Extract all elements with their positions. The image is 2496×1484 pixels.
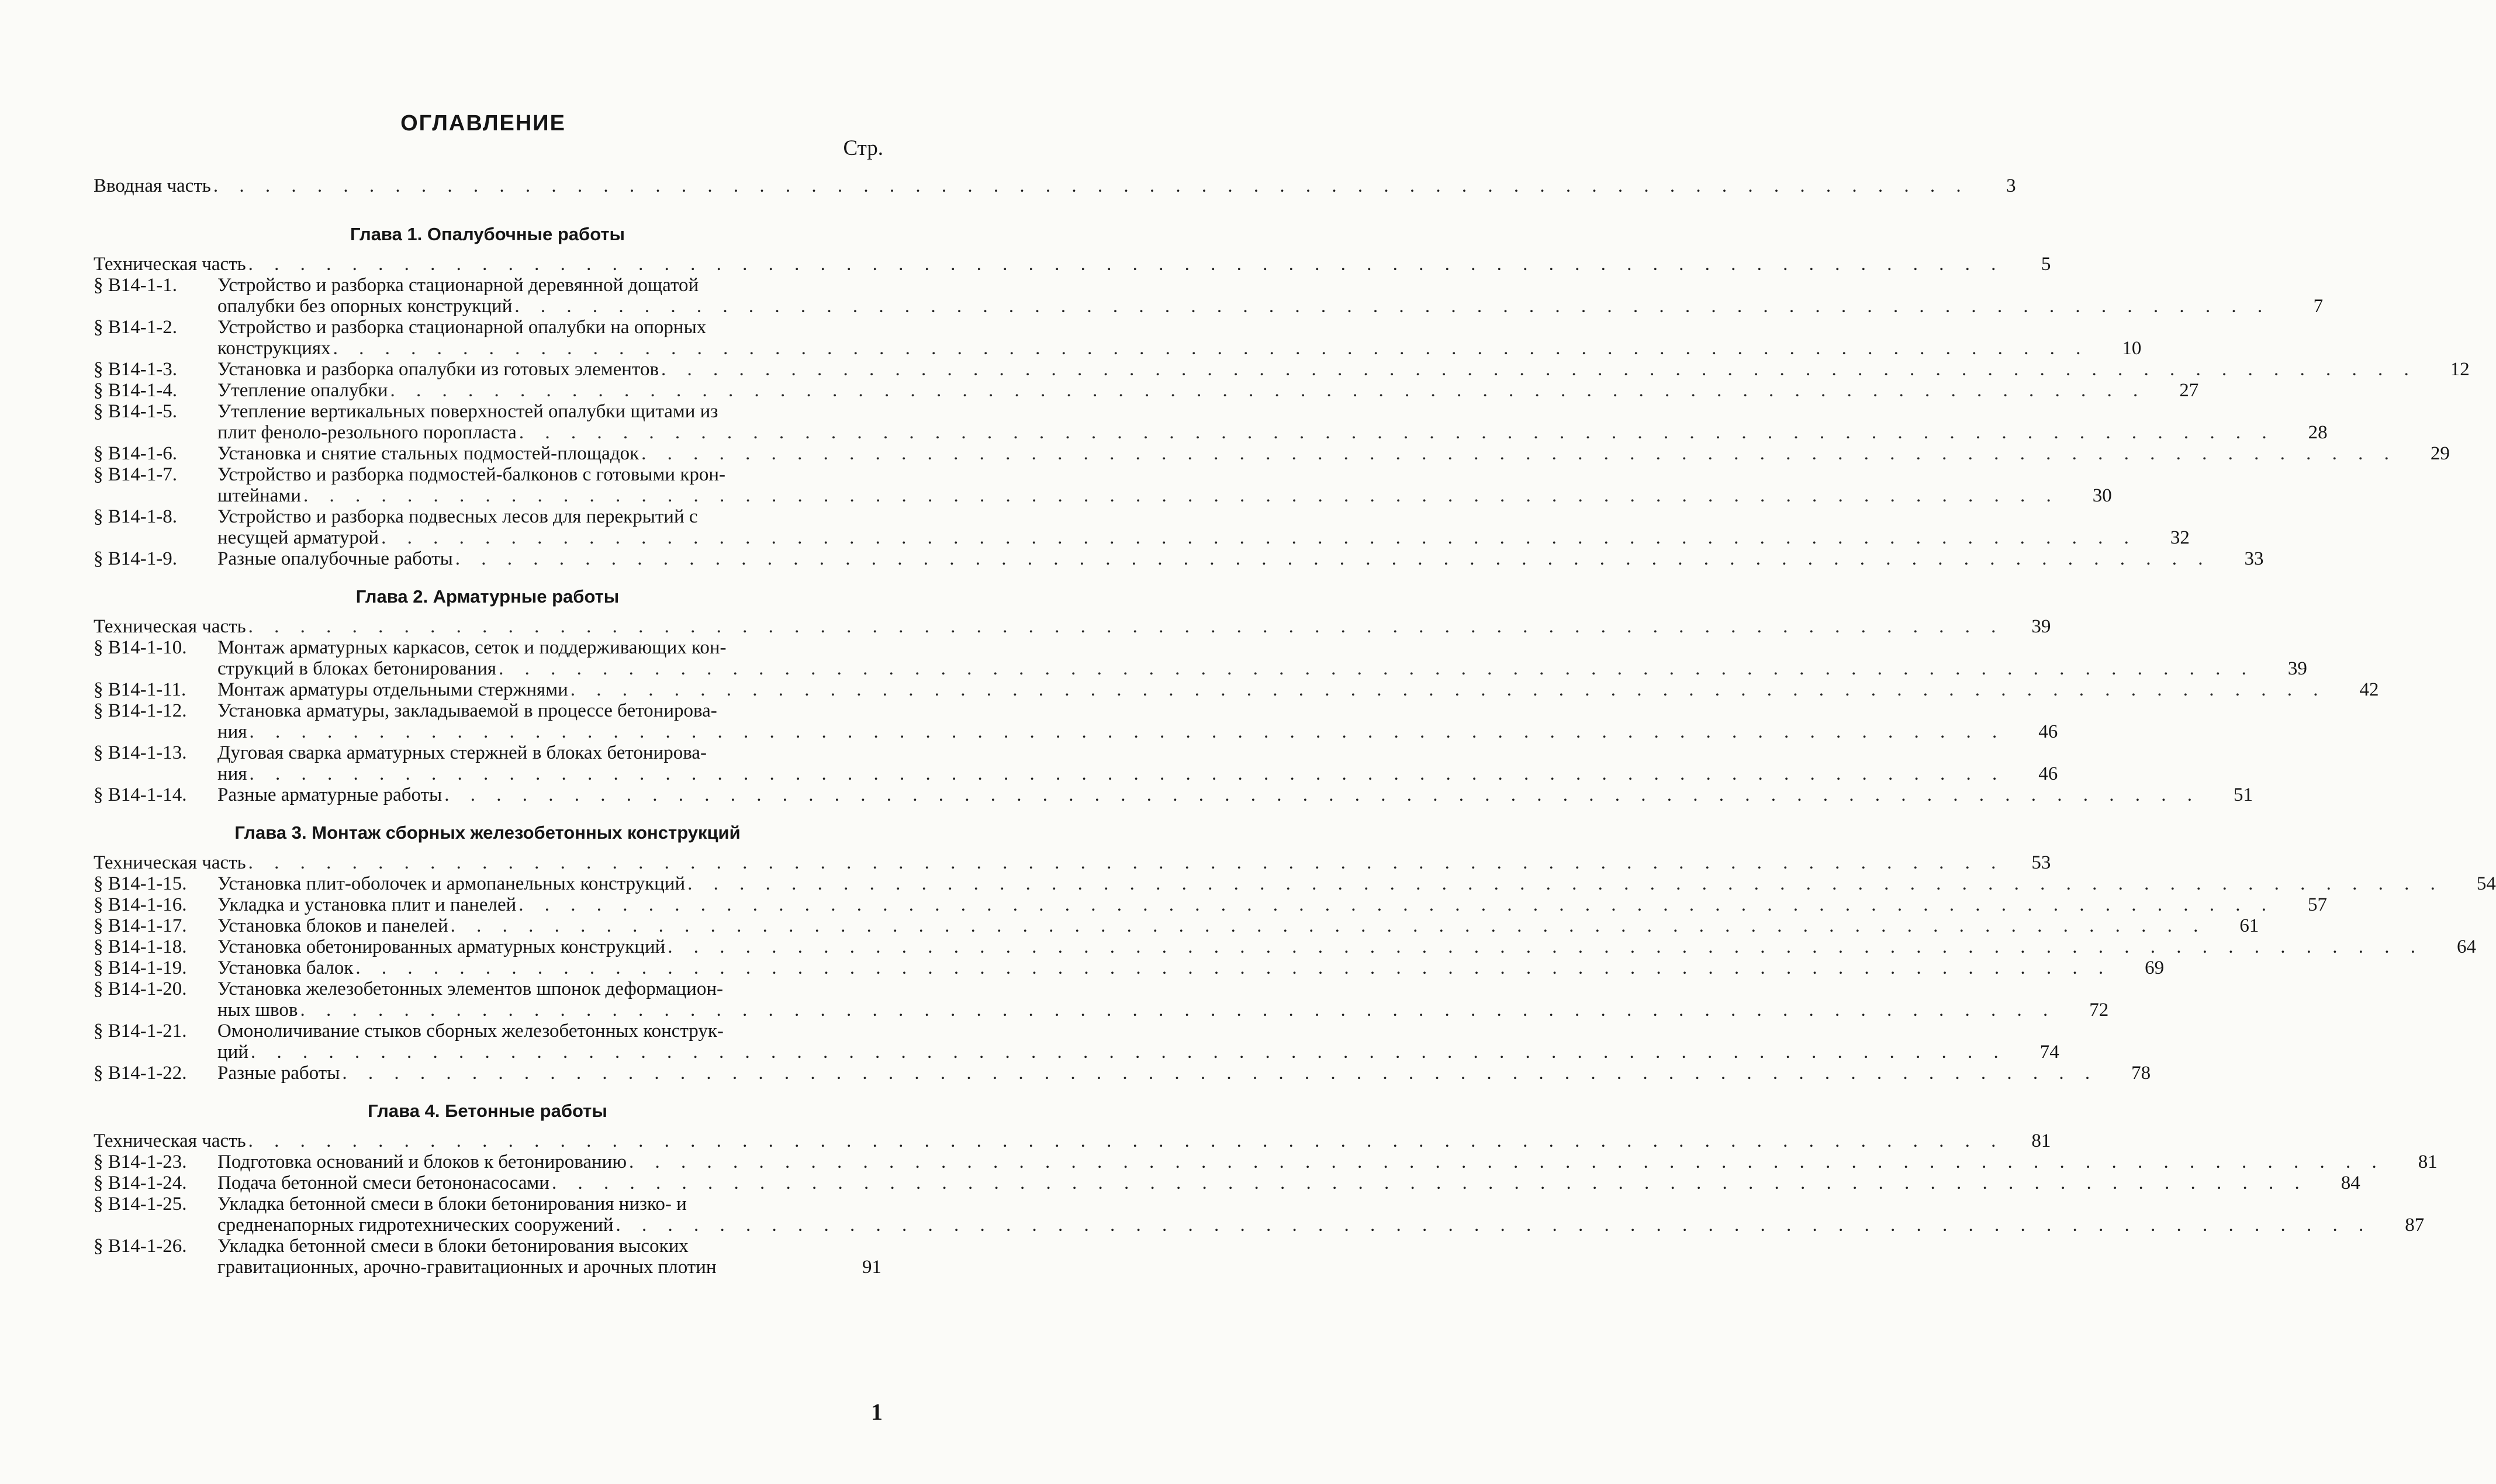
- toc-entry-body: [217, 915, 2212, 936]
- toc-tech-text: [94, 254, 2004, 275]
- toc-entry-body: [217, 380, 2152, 401]
- toc-intro-text: [94, 175, 1969, 196]
- toc-entry-title-line: Монтаж арматурных каркасов, сеток и поддерживающих кон-: [217, 637, 727, 658]
- toc-tech-row: [94, 1130, 2051, 1151]
- toc-entry-last-line: [217, 894, 2274, 915]
- toc-section-number: § В14-1-13.: [94, 742, 187, 763]
- toc-entry-last-line: [217, 443, 2397, 464]
- dot-leader: [381, 527, 2137, 548]
- toc-entry-body: [217, 873, 2449, 894]
- toc-entry-title-line: Утепление вертикальных поверхностей опалубки щитами из: [217, 401, 718, 422]
- toc-intro-label: Вводная часть: [94, 175, 211, 196]
- dot-leader: [661, 359, 2417, 380]
- toc-section-number: § В14-1-5.: [94, 401, 177, 422]
- toc-section-number: § В14-1-9.: [94, 548, 177, 569]
- toc-entry-body: [217, 637, 2260, 679]
- chapter-heading: Глава 3. Монтаж сборных железобетонных конструкций: [234, 822, 741, 843]
- toc-section-number: § В14-1-25.: [94, 1194, 187, 1215]
- folio-number: 1: [871, 1399, 883, 1425]
- chapters-container: [94, 223, 2496, 1278]
- toc-entry-page: 51: [2233, 784, 2253, 805]
- toc-entry-title-tail: опалубки без опорных конструкций: [217, 296, 513, 317]
- toc-section-number: § В14-1-15.: [94, 873, 187, 894]
- toc-entry-title-line: Устройство и разборка стационарной опалубки на опорных: [217, 317, 707, 338]
- toc-tech-label: Техническая часть: [94, 1130, 246, 1151]
- toc-entry-title-line: Установка железобетонных элементов шпонок деформацион-: [217, 978, 723, 999]
- toc-entry-title-tail: конструкциях: [217, 338, 331, 359]
- dot-leader: [390, 380, 2146, 401]
- toc-entry: [94, 637, 2307, 679]
- toc-entry: [94, 915, 2259, 936]
- toc-entry: [94, 1063, 2151, 1084]
- toc-entry: [94, 443, 2450, 464]
- toc-entry-page: 32: [2170, 527, 2190, 548]
- dot-leader: [333, 338, 2089, 359]
- toc-entry-last-line: [217, 359, 2417, 380]
- dot-leader: [251, 1042, 2007, 1063]
- toc-tech-page: 53: [2031, 852, 2051, 873]
- toc-entry-last-line: [217, 485, 2059, 506]
- toc-entry-last-line: [217, 296, 2270, 317]
- dot-leader: [303, 485, 2059, 506]
- toc-entry-body: [217, 1063, 2104, 1084]
- toc-tech-label: Техническая часть: [94, 852, 246, 873]
- toc-entry-title-tail: Установка балок: [217, 957, 354, 978]
- toc-entry: [94, 1172, 2360, 1194]
- chapter-block: [94, 822, 2496, 1084]
- toc-section-number: § В14-1-6.: [94, 443, 177, 464]
- toc-entry: [94, 784, 2253, 805]
- toc-entry-title-tail: несущей арматурой: [217, 527, 379, 548]
- table-of-contents: [94, 175, 2496, 1292]
- chapter-heading: Глава 2. Арматурные работы: [355, 586, 620, 607]
- toc-entry-last-line: [217, 1257, 829, 1278]
- toc-entry-page: 46: [2038, 763, 2058, 784]
- toc-entry-page: 54: [2476, 873, 2496, 894]
- toc-entry-page: 12: [2450, 359, 2470, 380]
- toc-section-number: § В14-1-24.: [94, 1172, 187, 1194]
- toc-entry-last-line: [217, 1042, 2007, 1063]
- toc-entry-page: 74: [2039, 1042, 2059, 1063]
- dot-leader: [668, 936, 2424, 957]
- toc-entry-page: 81: [2418, 1151, 2438, 1172]
- toc-tech-text: [94, 1130, 2004, 1151]
- toc-entry-page: 27: [2179, 380, 2199, 401]
- toc-tech-page: 39: [2031, 616, 2051, 637]
- toc-entry-title-tail: Установка обетонированных арматурных конструкций: [217, 936, 666, 957]
- toc-entry-body: [217, 275, 2276, 317]
- toc-entry-title-tail: Разные арматурные работы: [217, 784, 442, 805]
- toc-entry-body: [217, 317, 2094, 359]
- toc-entry: [94, 548, 2264, 569]
- toc-section-number: § В14-1-20.: [94, 978, 187, 999]
- toc-section-number: § В14-1-8.: [94, 506, 177, 527]
- toc-entry-title-tail: Утепление опалубки: [217, 380, 388, 401]
- toc-entry-page: 69: [2145, 957, 2165, 978]
- dot-leader: [213, 175, 1969, 196]
- toc-section-number: § В14-1-18.: [94, 936, 187, 957]
- toc-section-number: § В14-1-17.: [94, 915, 187, 936]
- dot-leader: [514, 296, 2270, 317]
- dot-leader: [641, 443, 2397, 464]
- toc-entry-title-tail: Подготовка оснований и блоков к бетонированию: [217, 1151, 627, 1172]
- dot-leader: [248, 1130, 2004, 1151]
- toc-section-number: § В14-1-2.: [94, 317, 177, 338]
- toc-entry-last-line: [217, 548, 2211, 569]
- chapter-block: [94, 1100, 2438, 1278]
- dot-leader: [250, 763, 2006, 784]
- toc-entry: [94, 506, 2190, 548]
- toc-entry-title-tail: Монтаж арматуры отдельными стержнями: [217, 679, 568, 700]
- dot-leader: [552, 1172, 2308, 1194]
- toc-entry-body: [217, 936, 2429, 957]
- toc-entry-page: 61: [2239, 915, 2259, 936]
- toc-entry: [94, 1194, 2425, 1236]
- toc-entry-title-line: Дуговая сварка арматурных стержней в блоках бетонирова-: [217, 742, 707, 763]
- toc-tech-text: [94, 616, 2004, 637]
- toc-entry-title-tail: ций: [217, 1042, 248, 1063]
- dot-leader: [444, 784, 2200, 805]
- toc-entry-title-tail: Разные опалубочные работы: [217, 548, 453, 569]
- toc-entry: [94, 1151, 2438, 1172]
- toc-tech-page: 5: [2041, 254, 2051, 275]
- toc-entry: [94, 275, 2324, 317]
- toc-entry-last-line: [217, 999, 2056, 1021]
- toc-tech-page: 81: [2031, 1130, 2051, 1151]
- dot-leader: [342, 1063, 2098, 1084]
- toc-entry-body: [217, 464, 2065, 506]
- toc-entry-last-line: [217, 763, 2005, 784]
- toc-entry-page: 46: [2038, 721, 2058, 742]
- toc-entry: [94, 464, 2112, 506]
- toc-entry-body: [217, 443, 2403, 464]
- toc-tech-row: [94, 852, 2051, 873]
- toc-entry-last-line: [217, 679, 2326, 700]
- toc-entry-title-tail: Подача бетонной смеси бетононасосами: [217, 1172, 549, 1194]
- toc-section-number: § В14-1-3.: [94, 359, 177, 380]
- toc-entry-body: [217, 1236, 835, 1278]
- toc-entry: [94, 401, 2328, 443]
- toc-tech-label: Техническая часть: [94, 616, 246, 637]
- toc-entry-title-tail: Установка блоков и панелей: [217, 915, 448, 936]
- toc-section-number: § В14-1-21.: [94, 1021, 187, 1042]
- dot-leader: [250, 721, 2006, 742]
- dot-leader: [518, 894, 2274, 915]
- toc-entry-page: 28: [2308, 422, 2328, 443]
- toc-intro-page: 3: [2006, 175, 2016, 196]
- toc-entry-last-line: [217, 873, 2443, 894]
- toc-entry-last-line: [217, 1215, 2371, 1236]
- toc-entry-body: [217, 679, 2332, 700]
- toc-entry-body: [217, 700, 2011, 742]
- toc-entry-page: 10: [2122, 338, 2142, 359]
- toc-entry-last-line: [217, 784, 2200, 805]
- toc-entry: [94, 1021, 2059, 1063]
- toc-entry-last-line: [217, 658, 2255, 679]
- toc-section-number: § В14-1-14.: [94, 784, 187, 805]
- toc-entry-title-tail: ния: [217, 721, 247, 742]
- dot-leader: [300, 999, 2056, 1021]
- toc-entry-page: 84: [2341, 1172, 2360, 1194]
- toc-section-number: § В14-1-12.: [94, 700, 187, 721]
- dot-leader: [355, 957, 2111, 978]
- toc-intro-row: [94, 175, 2016, 196]
- toc-entry-title-tail: Установка плит-оболочек и армопанельных конструкций: [217, 873, 686, 894]
- toc-section-number: § В14-1-4.: [94, 380, 177, 401]
- toc-entry-title-line: Установка арматуры, закладываемой в процессе бетонирова-: [217, 700, 717, 721]
- toc-entry-title-tail: средненапорных гидротехнических сооружений: [217, 1215, 614, 1236]
- toc-section-number: § В14-1-22.: [94, 1063, 187, 1084]
- chapter-heading: Глава 1. Опалубочные работы: [350, 224, 625, 244]
- dot-leader: [519, 422, 2275, 443]
- toc-entry: [94, 957, 2165, 978]
- toc-entry-body: [217, 742, 2011, 784]
- toc-entry-body: [217, 1021, 2013, 1063]
- toc-entry-body: [217, 401, 2281, 443]
- toc-entry: [94, 700, 2058, 742]
- toc-entry-body: [217, 506, 2143, 548]
- toc-entry-body: [217, 548, 2217, 569]
- toc-entry-page: 57: [2308, 894, 2328, 915]
- toc-entry-page: 87: [2405, 1215, 2425, 1236]
- toc-tech-row: [94, 254, 2051, 275]
- toc-entry-body: [217, 1194, 2377, 1236]
- chapter-block: [94, 586, 2379, 805]
- toc-entry: [94, 936, 2477, 957]
- dot-leader: [499, 658, 2255, 679]
- toc-entry-title-line: Укладка бетонной смеси в блоки бетонирования низко- и: [217, 1194, 687, 1215]
- toc-entry: [94, 679, 2379, 700]
- toc-entry-body: [217, 1151, 2391, 1172]
- dot-leader: [629, 1151, 2385, 1172]
- toc-entry-last-line: [217, 338, 2089, 359]
- toc-entry-title-tail: Установка и снятие стальных подмостей-площадок: [217, 443, 639, 464]
- toc-entry-title-tail: штейнами: [217, 485, 301, 506]
- toc-entry-page: 7: [2313, 296, 2324, 317]
- toc-entry-page: 30: [2092, 485, 2112, 506]
- toc-entry-last-line: [217, 380, 2146, 401]
- toc-tech-text: [94, 852, 2004, 873]
- toc-section-number: § В14-1-7.: [94, 464, 177, 485]
- chapter-heading: Глава 4. Бетонные работы: [368, 1101, 607, 1121]
- toc-entry-title-tail: плит феноло-резольного поропласта: [217, 422, 517, 443]
- toc-section-number: § В14-1-16.: [94, 894, 187, 915]
- toc-entry-title-line: Устройство и разборка подмостей-балконов с готовыми крон-: [217, 464, 726, 485]
- toc-entry: [94, 1236, 881, 1278]
- page-column-label: Стр.: [843, 136, 883, 160]
- dot-leader: [455, 548, 2211, 569]
- dot-leader: [451, 915, 2207, 936]
- toc-entry-body: [217, 784, 2206, 805]
- toc-entry-last-line: [217, 915, 2206, 936]
- toc-entry-body: [217, 1172, 2314, 1194]
- toc-section-number: § В14-1-19.: [94, 957, 187, 978]
- toc-entry-last-line: [217, 1063, 2098, 1084]
- toc-entry-last-line: [217, 957, 2111, 978]
- toc-entry-title-tail: ных швов: [217, 999, 298, 1021]
- toc-entry-page: 42: [2359, 679, 2379, 700]
- toc-entry-last-line: [217, 527, 2137, 548]
- toc-section-number: § В14-1-1.: [94, 275, 177, 296]
- toc-entry-title-line: Укладка бетонной смеси в блоки бетонирования высоких: [217, 1236, 689, 1257]
- toc-entry-page: 72: [2089, 999, 2109, 1021]
- toc-entry-title-line: Омоноличивание стыков сборных железобетонных конструк-: [217, 1021, 724, 1042]
- toc-entry-title-tail: ния: [217, 763, 247, 784]
- toc-section-number: § В14-1-11.: [94, 679, 186, 700]
- chapter-block: [94, 223, 2470, 569]
- toc-entry-page: 64: [2457, 936, 2477, 957]
- toc-entry-page: 33: [2244, 548, 2264, 569]
- toc-entry-last-line: [217, 1151, 2385, 1172]
- dot-leader: [616, 1215, 2372, 1236]
- toc-entry: [94, 978, 2109, 1021]
- toc-entry-page: 29: [2430, 443, 2450, 464]
- dot-leader: [248, 616, 2004, 637]
- toc-section-number: § В14-1-10.: [94, 637, 187, 658]
- dot-leader: [248, 852, 2004, 873]
- toc-section-number: § В14-1-23.: [94, 1151, 187, 1172]
- toc-entry-title-tail: Разные работы: [217, 1063, 340, 1084]
- toc-entry: [94, 873, 2496, 894]
- page-title: ОГЛАВЛЕНИЕ: [400, 111, 566, 136]
- toc-entry-title-line: Устройство и разборка подвесных лесов для перекрытий с: [217, 506, 698, 527]
- toc-entry-last-line: [217, 1172, 2308, 1194]
- toc-entry-last-line: [217, 721, 2005, 742]
- toc-entry-title-tail: гравитационных, арочно-гравитационных и арочных плотин: [217, 1257, 717, 1278]
- dot-leader: [248, 254, 2004, 275]
- toc-entry-page: 78: [2131, 1063, 2151, 1084]
- toc-entry: [94, 380, 2199, 401]
- toc-section-number: § В14-1-26.: [94, 1236, 187, 1257]
- toc-entry-body: [217, 359, 2423, 380]
- toc-entry: [94, 317, 2142, 359]
- toc-entry: [94, 742, 2058, 784]
- dot-leader: [571, 679, 2326, 700]
- toc-entry-page: 91: [862, 1257, 881, 1278]
- toc-tech-row: [94, 616, 2051, 637]
- toc-entry-body: [217, 894, 2280, 915]
- toc-entry-page: 39: [2287, 658, 2307, 679]
- toc-entry-title-line: Устройство и разборка стационарной деревянной дощатой: [217, 275, 699, 296]
- toc-entry: [94, 359, 2470, 380]
- toc-entry-title-tail: Установка и разборка опалубки из готовых элементов: [217, 359, 659, 380]
- toc-entry-title-tail: Укладка и установка плит и панелей: [217, 894, 517, 915]
- toc-entry-body: [217, 978, 2062, 1021]
- dot-leader: [687, 873, 2443, 894]
- toc-entry: [94, 894, 2328, 915]
- toc-entry-title-tail: струкций в блоках бетонирования: [217, 658, 497, 679]
- toc-entry-last-line: [217, 936, 2424, 957]
- toc-entry-last-line: [217, 422, 2275, 443]
- toc-tech-label: Техническая часть: [94, 254, 246, 275]
- toc-entry-body: [217, 957, 2117, 978]
